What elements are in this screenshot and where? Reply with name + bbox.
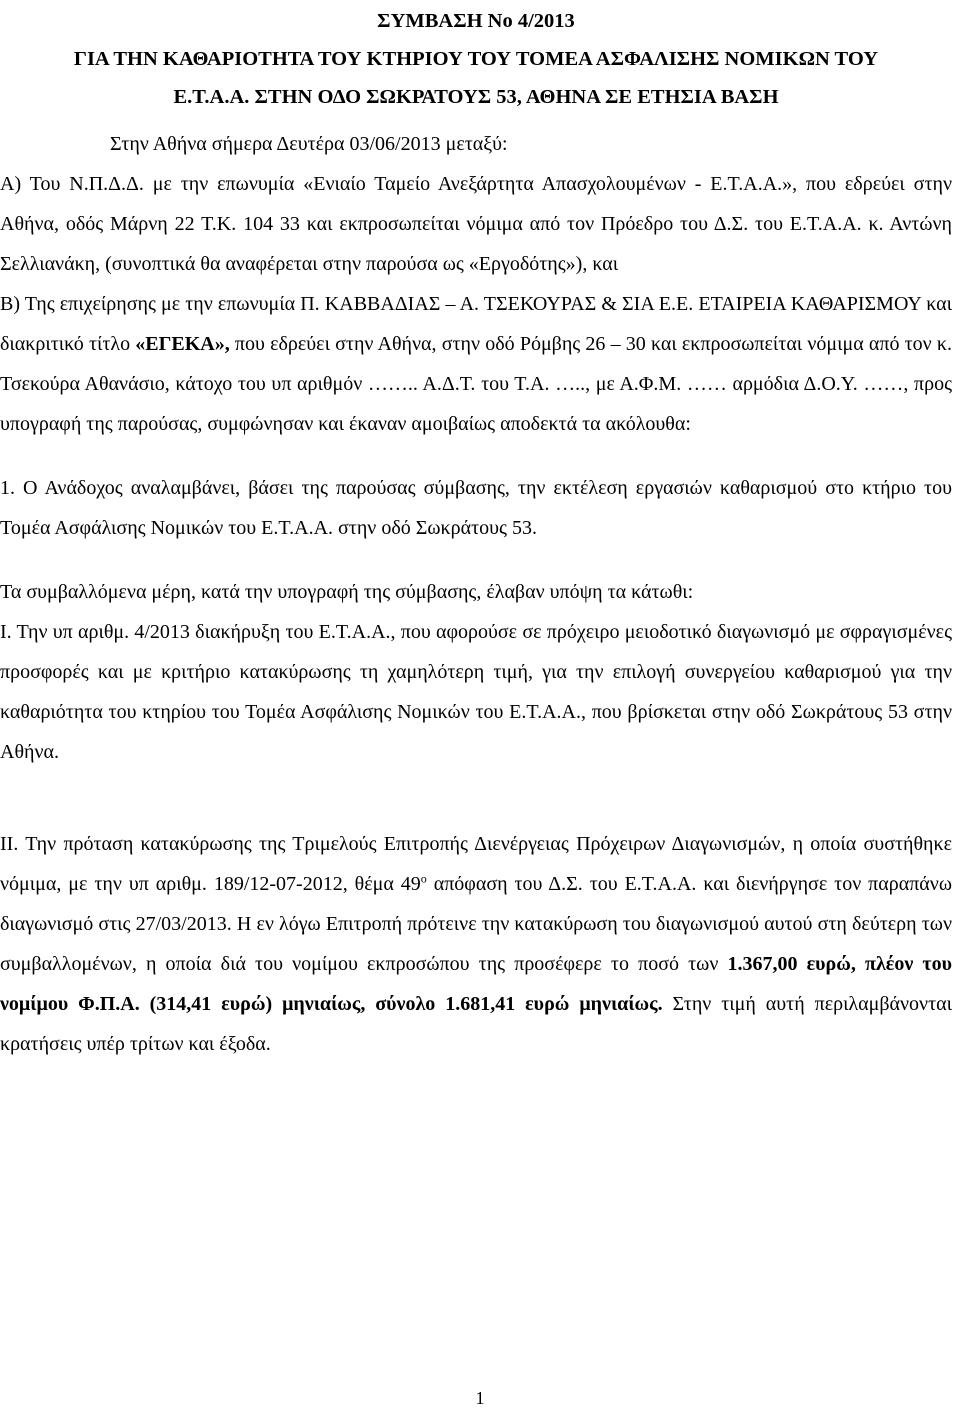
item-2-text-a: ΙΙ. Την πρόταση κατακύρωσης της Τριμελούς Επιτροπής Διενέργειας Πρόχειρων Διαγωνισμών, η οποία συστήθηκε νόμιμα, με την υπ αριθμ. 189/12-07-2012, θέμα 49 — [0, 833, 952, 895]
item-2-amount: 1.367,00 ευρώ, πλέον του νομίμου Φ.Π.Α. (314,41 ευρώ) μηνιαίως, σύνολο 1.681,41 ευρώ μηνιαίως. — [0, 953, 953, 1015]
contract-title: ΣΥΜΒΑΣΗ No 4/2013 — [377, 10, 575, 32]
item-2 — [0, 824, 952, 1064]
considered-heading: Τα συμβαλλόμενα μέρη, κατά την υπογραφή της σύμβασης, έλαβαν υπόψη τα κάτωθι: — [0, 581, 694, 603]
party-b-brand: «ΕΓΕΚΑ», — [135, 333, 230, 355]
clause-1: 1. Ο Ανάδοχος αναλαμβάνει, βάσει της παρούσας σύμβασης, την εκτέλεση εργασιών καθαρισμού στο κτήριο του Τομέα Ασφάλισης Νομικών του Ε.Τ.Α.Α. στην οδό Σωκράτους 53. — [0, 477, 952, 539]
intro-line: Στην Αθήνα σήμερα Δευτέρα 03/06/2013 μεταξύ: — [110, 133, 508, 155]
party-b-paragraph — [0, 284, 952, 444]
page-number: 1 — [475, 1388, 485, 1408]
party-b-text-1: Β) Της επιχείρησης με την επωνυμία Π. ΚΑΒΒΑΔΙΑΣ – Α. ΤΣΕΚΟΥΡΑΣ & ΣΙΑ Ε.Ε. ΕΤΑΙΡΕΙΑ ΚΑΘΑΡΙΣΜΟΥ και διακριτικό τίτλο — [0, 293, 952, 355]
contract-subtitle-line-1: ΓΙΑ ΤΗΝ ΚΑΘΑΡΙΟΤΗΤΑ ΤΟΥ ΚΤΗΡΙΟΥ ΤΟΥ ΤΟΜΕΑ ΑΣΦΑΛΙΣΗΣ ΝΟΜΙΚΩΝ ΤΟΥ — [73, 48, 879, 70]
item-2-superscript: ο — [420, 871, 427, 886]
party-b-text-2: που εδρεύει στην Αθήνα, στην οδό Ρόμβης 26 – 30 και εκπροσωπείται νόμιμα από τον κ. Τσεκούρα Αθανάσιο, κάτοχο του υπ αριθμόν …….. Α.Δ.Τ. του Τ.Α. ….., με Α.Φ.Μ. …… αρμόδια Δ.Ο.Υ. ……, προς υπογραφή της παρούσας, συμφώνησαν και έκαναν αμοιβαίως αποδεκτά τα ακόλουθα: — [0, 333, 952, 435]
item-1: Ι. Την υπ αριθμ. 4/2013 διακήρυξη του Ε.Τ.Α.Α., που αφορούσε σε πρόχειρο μειοδοτικό διαγωνισμό με σφραγισμένες προσφορές και με κριτήριο κατακύρωσης τη χαμηλότερη τιμή, για την επιλογή συνεργείου καθαρισμού για την καθαριότητα του κτηρίου του Τομέα Ασφάλισης Νομικών του Ε.Τ.Α.Α., που βρίσκεται στην οδό Σωκράτους 53 στην Αθήνα. — [0, 621, 952, 763]
party-a-paragraph: Α) Του Ν.Π.Δ.Δ. με την επωνυμία «Ενιαίο Ταμείο Ανεξάρτητα Απασχολουμένων - Ε.Τ.Α.Α.», που εδρεύει στην Αθήνα, οδός Μάρνη 22 Τ.Κ. 104 33 και εκπροσωπείται νόμιμα από τον Πρόεδρο του Δ.Σ. του Ε.Τ.Α.Α. κ. Αντώνη Σελλιανάκη, (συνοπτικά θα αναφέρεται στην παρούσα ως «Εργοδότης»), και — [0, 173, 952, 275]
item-2-text-b: απόφαση του Δ.Σ. του Ε.Τ.Α.Α. και διενήργησε τον παραπάνω διαγωνισμό στις 27/03/2013. Η εν λόγω Επιτροπή πρότεινε την κατακύρωση του διαγωνισμού αυτού στη δεύτερη των συμβαλλομένων, η οποία διά του νομίμου εκπροσώπου της προσέφερε το ποσό των — [0, 873, 952, 975]
contract-subtitle-line-2: Ε.Τ.Α.Α. ΣΤΗΝ ΟΔΟ ΣΩΚΡΑΤΟΥΣ 53, ΑΘΗΝΑ ΣΕ ΕΤΗΣΙΑ ΒΑΣΗ — [173, 86, 779, 108]
item-2-text-c: Στην τιμή αυτή περιλαμβάνονται κρατήσεις υπέρ τρίτων και έξοδα. — [0, 993, 952, 1055]
